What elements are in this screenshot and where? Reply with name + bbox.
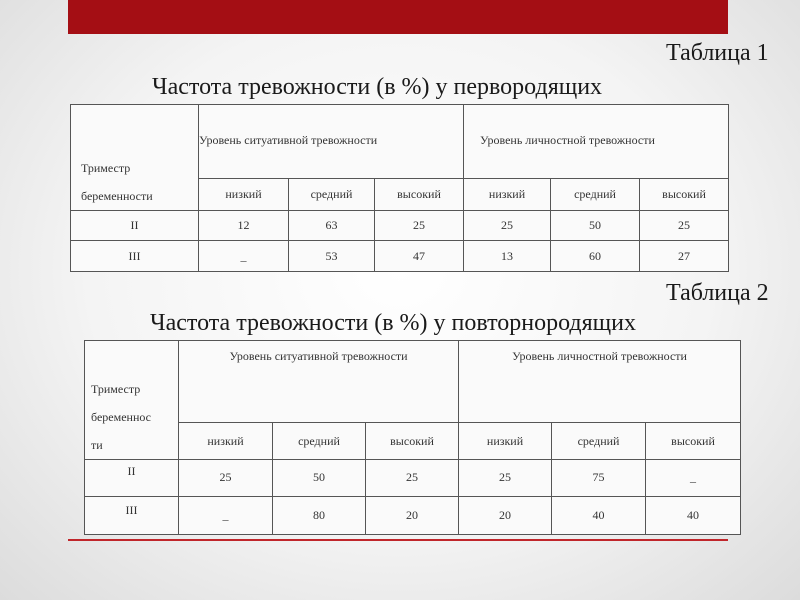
table2-subheader: высокий xyxy=(646,423,741,459)
table1-subheader: средний xyxy=(551,179,640,211)
table2-stub-line-2: беременнос xyxy=(91,409,151,424)
table2-cell: 25 xyxy=(366,459,459,496)
table2-group-personal: Уровень личностной тревожности xyxy=(459,341,741,423)
table1-subheader: высокий xyxy=(640,179,729,211)
table-row xyxy=(71,211,729,241)
table1-row-label: III xyxy=(71,241,199,272)
table1-cell: 12 xyxy=(199,211,289,241)
table1-subheader: средний xyxy=(289,179,375,211)
bottom-accent-line xyxy=(68,539,728,541)
table2-subheader: средний xyxy=(273,423,366,459)
table1 xyxy=(70,104,729,272)
table1-stub-line-2: беременности xyxy=(81,189,153,203)
table2-cell: 80 xyxy=(273,496,366,534)
table2-cell: _ xyxy=(179,496,273,534)
table-row xyxy=(85,459,741,496)
table1-cell: _ xyxy=(199,241,289,272)
table1-stub-line-1: Триместр xyxy=(81,161,131,175)
table1-row-label: II xyxy=(71,211,199,241)
table1-cell: 47 xyxy=(375,241,464,272)
table2-cell: 20 xyxy=(366,496,459,534)
table2-cell: 25 xyxy=(179,459,273,496)
table1-group-situational: Уровень ситуативной тревожности xyxy=(199,105,464,179)
table1-cell: 63 xyxy=(289,211,375,241)
table1-cell: 60 xyxy=(551,241,640,272)
table2-subheader: низкий xyxy=(459,423,552,459)
table1-cell: 27 xyxy=(640,241,729,272)
table2-cell: 20 xyxy=(459,496,552,534)
table2-group-situational: Уровень ситуативной тревожности xyxy=(179,341,459,423)
table2-cell: 75 xyxy=(552,459,646,496)
table1-group-personal: Уровень личностной тревожности xyxy=(464,105,729,179)
table-row xyxy=(85,496,741,534)
table1-subheader: высокий xyxy=(375,179,464,211)
table2-number: Таблица 2 xyxy=(666,280,769,306)
table2-cell: 25 xyxy=(459,459,552,496)
table2-stub-line-3: ти xyxy=(91,437,103,452)
table1-cell: 25 xyxy=(375,211,464,241)
table2-row-label: II xyxy=(85,459,179,496)
table2-row-label: III xyxy=(85,496,179,534)
table2-stub-line-1: Триместр xyxy=(91,381,141,396)
table2-subheader: высокий xyxy=(366,423,459,459)
table1-subheader: низкий xyxy=(199,179,289,211)
top-accent-bar xyxy=(68,0,728,34)
table2-cell: 40 xyxy=(552,496,646,534)
table1-number: Таблица 1 xyxy=(666,40,769,66)
table2-cell: 50 xyxy=(273,459,366,496)
table2-title: Частота тревожности (в %) у повторнородящих xyxy=(150,310,636,336)
table1-cell: 13 xyxy=(464,241,551,272)
table2-stub-header xyxy=(85,341,179,460)
table-row xyxy=(71,241,729,272)
table1-cell: 53 xyxy=(289,241,375,272)
table2-cell: 40 xyxy=(646,496,741,534)
table1-cell: 25 xyxy=(464,211,551,241)
table1-title: Частота тревожности (в %) у первородящих xyxy=(152,74,603,100)
table2-subheader: низкий xyxy=(179,423,273,459)
table1-stub-header xyxy=(71,105,199,211)
table1-cell: 25 xyxy=(640,211,729,241)
table1-subheader: низкий xyxy=(464,179,551,211)
table2-subheader: средний xyxy=(552,423,646,459)
table1-cell: 50 xyxy=(551,211,640,241)
table2 xyxy=(84,340,741,535)
table2-cell: _ xyxy=(646,459,741,496)
